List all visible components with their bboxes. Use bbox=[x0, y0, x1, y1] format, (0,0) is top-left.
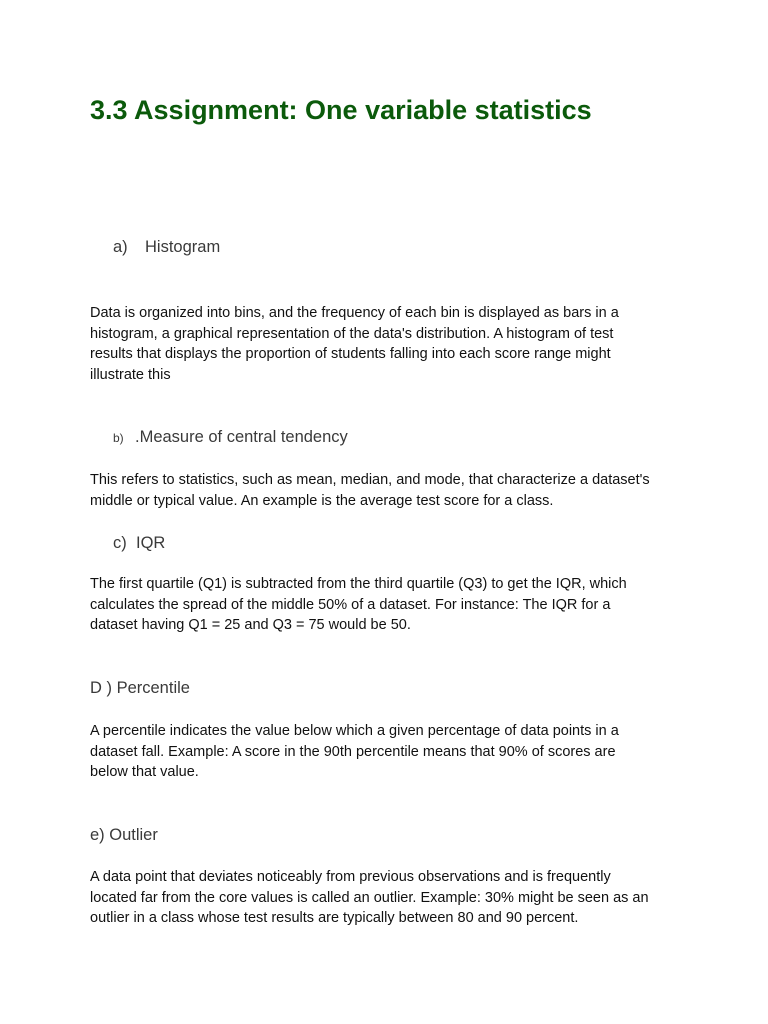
section-heading-text: Histogram bbox=[145, 238, 221, 256]
section-heading-text: D ) Percentile bbox=[90, 679, 190, 697]
section-heading-text: IQR bbox=[136, 534, 166, 552]
paragraph-line: The first quartile (Q1) is subtracted from the third quartile (Q3) to get the IQR, which bbox=[90, 576, 627, 592]
section-heading-text: e) Outlier bbox=[90, 826, 158, 844]
section-heading-central-tendency bbox=[113, 426, 348, 449]
paragraph-line: dataset having Q1 = 25 and Q3 = 75 would be 50. bbox=[90, 617, 411, 633]
paragraph-line: middle or typical value. An example is the average test score for a class. bbox=[90, 492, 554, 509]
section-marker: b) bbox=[113, 431, 124, 445]
section-marker: a) bbox=[113, 238, 128, 256]
section-marker: c) bbox=[113, 534, 127, 552]
section-heading-histogram bbox=[113, 236, 220, 258]
section-paragraph-outlier bbox=[90, 867, 690, 929]
paragraph-line: below that value. bbox=[90, 764, 199, 780]
paragraph-line: dataset fall. Example: A score in the 90th percentile means that 90% of scores are bbox=[90, 743, 616, 760]
paragraph-line: A data point that deviates noticeably from previous observations and is frequently bbox=[90, 869, 611, 885]
paragraph-line: illustrate this bbox=[90, 366, 171, 383]
section-paragraph-central-tendency bbox=[90, 470, 690, 511]
paragraph-line: calculates the spread of the middle 50% of a dataset. For instance: The IQR for a bbox=[90, 596, 611, 613]
page-title: 3.3 Assignment: One variable statistics bbox=[90, 95, 592, 125]
paragraph-line: Data is organized into bins, and the frequency of each bin is displayed as bars in a bbox=[90, 305, 619, 321]
section-heading-percentile bbox=[90, 677, 190, 699]
paragraph-line: This refers to statistics, such as mean, median, and mode, that characterize a dataset's bbox=[90, 472, 650, 488]
paragraph-line: results that displays the proportion of students falling into each score range might bbox=[90, 346, 611, 362]
section-heading-text: .Measure of central tendency bbox=[135, 428, 348, 446]
paragraph-line: A percentile indicates the value below which a given percentage of data points in a bbox=[90, 723, 619, 739]
paragraph-line: located far from the core values is called an outlier. Example: 30% might be seen as an bbox=[90, 889, 649, 906]
paragraph-line: histogram, a graphical representation of the data's distribution. A histogram of test bbox=[90, 325, 614, 342]
section-paragraph-histogram bbox=[90, 303, 690, 385]
section-heading-iqr bbox=[113, 532, 165, 554]
paragraph-line: outlier in a class whose test results are typically between 80 and 90 percent. bbox=[90, 910, 579, 926]
section-heading-outlier bbox=[90, 824, 158, 846]
section-paragraph-iqr bbox=[90, 574, 690, 636]
section-paragraph-percentile bbox=[90, 721, 690, 783]
